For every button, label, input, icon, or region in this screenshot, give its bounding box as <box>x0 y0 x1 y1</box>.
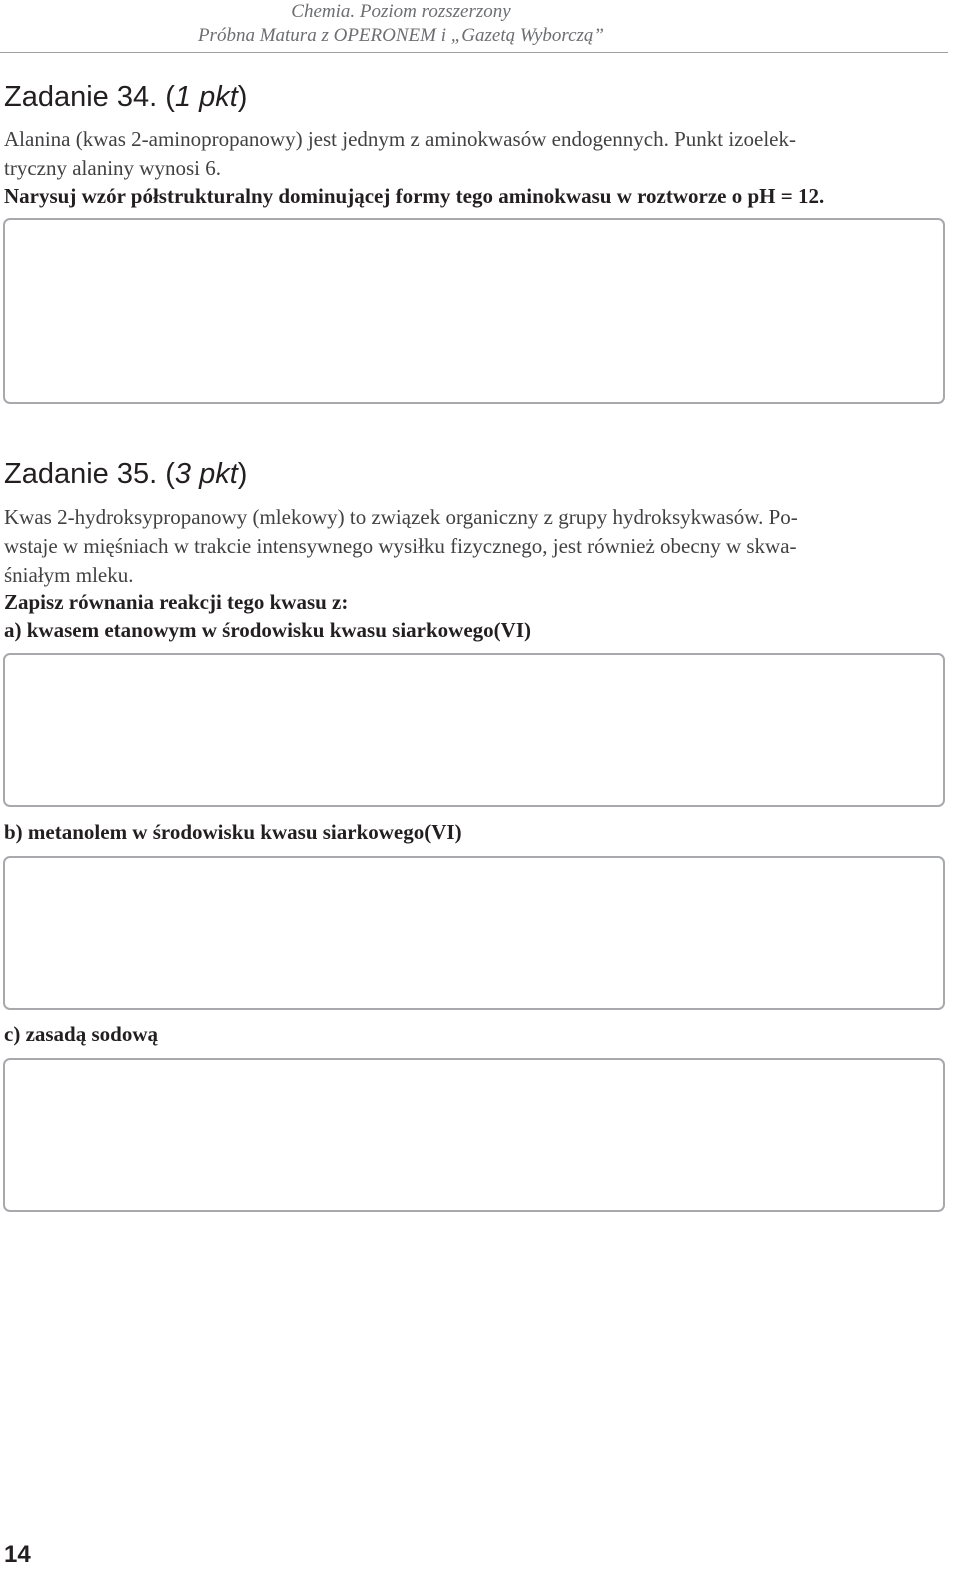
task-34-points-close: ) <box>237 81 248 113</box>
task-35-points-close: ) <box>237 458 248 490</box>
task-34-points-open: ( <box>165 81 175 113</box>
task-35-part-c-answer-box[interactable] <box>3 1058 945 1212</box>
task-35-part-b-answer-box[interactable] <box>3 856 945 1010</box>
task-35-points-open: ( <box>165 458 175 490</box>
task-35-description <box>4 503 948 590</box>
task-34-answer-box[interactable] <box>3 218 945 404</box>
task-35-part-a-label: a) kwasem etanowym w środowisku kwasu siarkowego(VI) <box>4 618 531 642</box>
task-34-number: Zadanie 34. <box>4 81 158 113</box>
task-35-part-a-answer-box[interactable] <box>3 653 945 807</box>
task-35-part-b-label: b) metanolem w środowisku kwasu siarkowego(VI) <box>4 820 462 844</box>
task-35-number: Zadanie 35. <box>4 458 158 490</box>
header-divider <box>0 52 948 53</box>
task-35-text-line-1: Kwas 2-hydroksypropanowy (mlekowy) to związek organiczny z grupy hydroksykwasów. Po- <box>4 505 798 529</box>
header-subject: Chemia. Poziom rozszerzony <box>291 1 511 22</box>
task-34-text-line-1: Alanina (kwas 2-aminopropanowy) jest jednym z aminokwasów endogennych. Punkt izoelek- <box>4 127 796 151</box>
task-34-points: 1 pkt <box>174 81 238 113</box>
task-34-text-line-2: tryczny alaniny wynosi 6. <box>4 156 221 180</box>
task-34-instruction: Narysuj wzór półstrukturalny dominującej formy tego aminokwasu w roztworze o pH = 12. <box>4 184 825 208</box>
task-35-instruction: Zapisz równania reakcji tego kwasu z: <box>4 590 349 614</box>
task-35-text-line-2: wstaje w mięśniach w trakcie intensywnego wysiłku fizycznego, jest również obecny w skwa- <box>4 534 797 558</box>
task-35-part-c-label: c) zasadą sodową <box>4 1022 159 1046</box>
task-34-description <box>4 125 948 183</box>
task-35-points: 3 pkt <box>174 458 238 490</box>
task-34-title <box>4 80 247 114</box>
page-number: 14 <box>4 1541 31 1568</box>
running-header <box>198 0 604 48</box>
task-35-text-line-3: śniałym mleku. <box>4 563 134 587</box>
task-35-title <box>4 457 247 491</box>
header-exam-title: Próbna Matura z OPERONEM i „Gazetą Wyborczą” <box>197 25 604 46</box>
